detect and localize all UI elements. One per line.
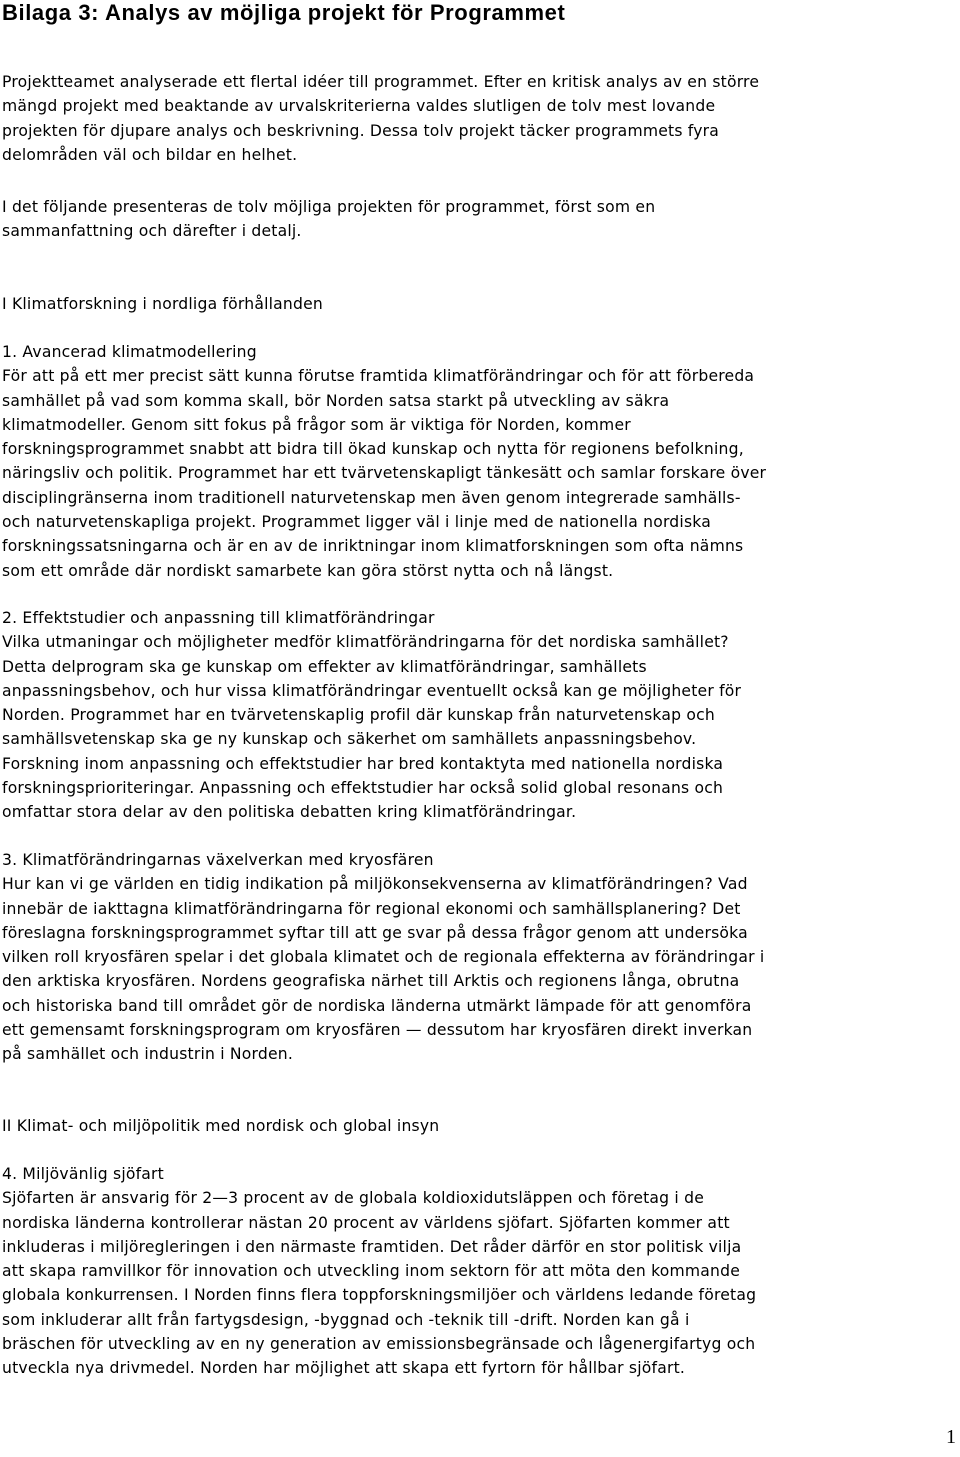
- text-line: mängd projekt med beaktande av urvalskriterierna valdes slutligen de tolv mest lovande: [2, 97, 716, 116]
- project-1: [2, 340, 766, 583]
- text-line: I det följande presenteras de tolv möjliga projekten för programmet, först som en: [2, 198, 656, 216]
- text-line: samhället på vad som komma skall, bör Norden satsa starkt på utveckling av säkra: [2, 391, 670, 410]
- text-line: föreslagna forskningsprogrammet syftar till att ge svar på dessa frågor genom att undersöka: [2, 923, 748, 942]
- text-line: globala konkurrensen. I Norden finns flera toppforskningsmiljöer och världens ledande företag: [2, 1286, 757, 1305]
- text-line: vilken roll kryosfären spelar i det globala klimatet och de regionala effekterna av förändringar i: [2, 948, 765, 967]
- text-line: att skapa ramvillkor för innovation och utveckling inom sektorn för att möta den kommande: [2, 1262, 741, 1281]
- intro-paragraph: [2, 70, 759, 167]
- text-line: Detta delprogram ska ge kunskap om effekter av klimatförändringar, samhällets: [2, 657, 647, 676]
- text-line: Sjöfarten är ansvarig för 2—3 procent av de globala koldioxidutsläppen och företag i de: [2, 1189, 705, 1208]
- text-line: forskningssatsningarna och är en av de inriktningar inom klimatforskningen som ofta nämns: [2, 537, 744, 556]
- text-line: sammanfattning och därefter i detalj.: [2, 222, 302, 241]
- text-line: Hur kan vi ge världen en tidig indikation på miljökonsekvenserna av klimatförändringen? Vad: [2, 875, 748, 894]
- text-line: samhällsvetenskap ska ge ny kunskap och säkerhet om samhällets anpassningsbehov.: [2, 730, 697, 749]
- section-heading-1: [2, 292, 323, 316]
- section-heading: II Klimat- och miljöpolitik med nordisk och global insyn: [2, 1117, 440, 1135]
- text-line: projekten för djupare analys och beskrivning. Dessa tolv projekt täcker programmets fyra: [2, 121, 720, 140]
- text-line: klimatmodeller. Genom sitt fokus på frågor som är viktiga för Norden, kommer: [2, 415, 631, 434]
- text-line: och historiska band till området gör de nordiska länderna utmärkt lämpade för att genomföra: [2, 996, 752, 1015]
- project-heading: 1. Avancerad klimatmodellering: [2, 343, 257, 361]
- text-line: För att på ett mer precist sätt kunna förutse framtida klimatförändringar och för att förbereda: [2, 367, 755, 386]
- text-line: forskningsprogrammet snabbt att bidra till ökad kunskap och nytta för regionens befolkning,: [2, 440, 744, 459]
- text-line: Projektteamet analyserade ett flertal idéer till programmet. Efter en kritisk analys av en större: [2, 73, 760, 91]
- text-line: innebär de iakttagna klimatförändringarna för regional ekonomi och samhällsplanering? Det: [2, 899, 741, 918]
- page-number: 1: [946, 1426, 956, 1448]
- project-heading: 4. Miljövänlig sjöfart: [2, 1165, 164, 1183]
- text-line: den arktiska kryosfären. Nordens geografiska närhet till Arktis och regionens långa, obrutna: [2, 972, 740, 991]
- text-line: omfattar stora delar av den politiska debatten kring klimatförändringar.: [2, 803, 577, 822]
- text-line: och naturvetenskapliga projekt. Programmet ligger väl i linje med de nationella nordiska: [2, 513, 711, 532]
- intro-paragraph-2: [2, 195, 655, 244]
- text-line: inkluderas i miljöregleringen i den närmaste framtiden. Det råder därför en stor politisk vilja: [2, 1237, 742, 1256]
- text-line: bräschen för utveckling av en ny generation av emissionsbegränsade och lågenergifartyg och: [2, 1335, 756, 1354]
- text-line: ett gemensamt forskningsprogram om kryosfären — dessutom har kryosfären direkt inverkan: [2, 1021, 753, 1040]
- text-line: Norden. Programmet har en tvärvetenskaplig profil där kunskap från naturvetenskap och: [2, 706, 715, 725]
- project-4: [2, 1162, 756, 1381]
- section-heading-2: [2, 1114, 439, 1138]
- project-heading: 2. Effektstudier och anpassning till klimatförändringar: [2, 609, 435, 627]
- text-line: Vilka utmaningar och möjligheter medför klimatförändringarna för det nordiska samhället?: [2, 633, 729, 652]
- text-line: nordiska länderna kontrollerar nästan 20 procent av världens sjöfart. Sjöfarten kommer att: [2, 1213, 730, 1232]
- text-line: på samhället och industrin i Norden.: [2, 1045, 293, 1064]
- text-line: forskningsprioriteringar. Anpassning och effektstudier har också solid global resonans och: [2, 779, 724, 798]
- text-line: anpassningsbehov, och hur vissa klimatförändringar eventuellt också kan ge möjligheter för: [2, 681, 742, 700]
- text-line: delområden väl och bildar en helhet.: [2, 145, 298, 164]
- project-3: [2, 848, 764, 1067]
- text-line: som inkluderar allt från fartygsdesign, -byggnad och -teknik till -drift. Norden kan gå i: [2, 1310, 690, 1329]
- text-line: som ett område där nordiskt samarbete kan göra störst nytta och nå längst.: [2, 561, 614, 580]
- text-line: utveckla nya drivmedel. Norden har möjlighet att skapa ett fyrtorn för hållbar sjöfart.: [2, 1359, 686, 1378]
- text-line: Forskning inom anpassning och effektstudier har bred kontaktyta med nationella nordiska: [2, 754, 724, 773]
- text-line: disciplingränserna inom traditionell naturvetenskap men även genom integrerade samhälls-: [2, 488, 741, 507]
- page-title: Bilaga 3: Analys av möjliga projekt för Programmet: [2, 0, 566, 25]
- project-heading: 3. Klimatförändringarnas växelverkan med kryosfären: [2, 851, 434, 869]
- text-line: näringsliv och politik. Programmet har ett tvärvetenskapligt tänkesätt och samlar forskare över: [2, 464, 767, 483]
- project-2: [2, 606, 741, 825]
- section-heading: I Klimatforskning i nordliga förhållanden: [2, 295, 323, 313]
